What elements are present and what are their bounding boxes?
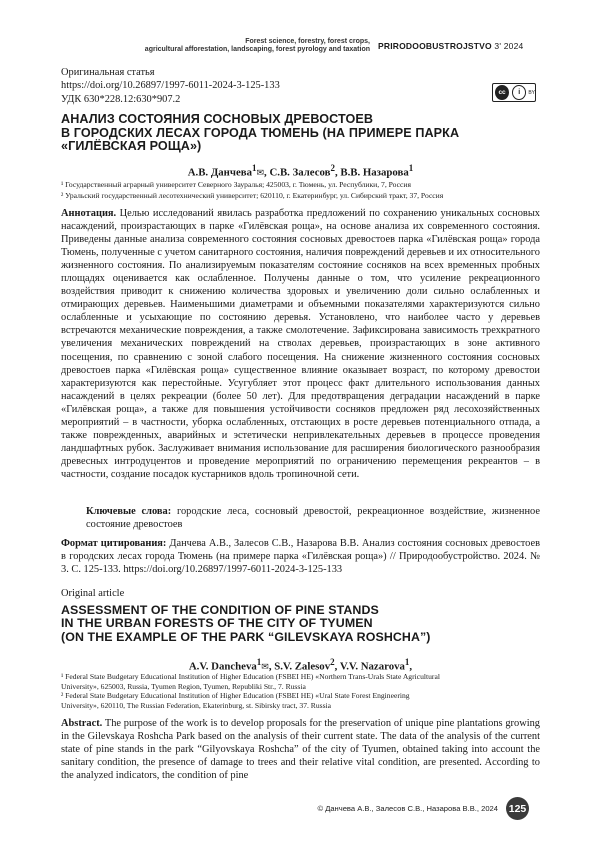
ru-affiliations	[61, 180, 541, 201]
title-line: IN THE URBAN FORESTS OF THE CITY OF TYUMEN	[61, 616, 373, 631]
en-affiliations	[61, 672, 541, 710]
title-line: ASSESSMENT OF THE CONDITION OF PINE STANDS	[61, 603, 379, 617]
running-header-section	[70, 38, 370, 54]
copyright: © Данчева А.В., Залесов С.В., Назарова В.В., 2024	[317, 804, 498, 813]
cc-icon: cc	[495, 85, 509, 100]
author-name: , С.В. Залесов	[264, 166, 331, 179]
en-authors	[61, 657, 540, 673]
author-name: ,	[409, 660, 413, 673]
abstract-label: Abstract.	[61, 718, 103, 729]
envelope-icon[interactable]: ✉	[256, 167, 265, 178]
cc-by-license-icon[interactable]	[492, 83, 536, 102]
author-sup: 1	[256, 657, 262, 667]
running-header-journal	[378, 41, 523, 51]
author-name: , S.V. Zalesov	[268, 660, 331, 673]
affiliation: University», 620110, The Russian Federation, Ekaterinburg, st. Sibirsky tract, 37. Russia	[61, 700, 332, 710]
journal-issue: 3' 2024	[494, 41, 524, 51]
keywords-label: Ключевые слова:	[86, 506, 172, 517]
citation-text: Данчева А.В., Залесов С.В., Назарова В.В. Анализ состояния сосновых древостоев в городских лесах города Тюмень (на примере парка «Гилёвская роща») // Природообустройство. 2024. № 3. С. 125-133. https://doi.org/10.26897/1997-6011-2024-3-125-133	[61, 538, 540, 576]
abstract-label: Аннотация.	[61, 208, 117, 219]
affiliation: ¹ Государственный аграрный университет Северного Зауралья; 425003, г. Тюмень, ул. Республики, 7, Россия	[61, 180, 411, 189]
page-number-badge: 125	[506, 797, 529, 820]
ru-authors	[61, 163, 540, 179]
author-sup: 1	[404, 657, 410, 667]
doi-link[interactable]: https://doi.org/10.26897/1997-6011-2024-3-125-133	[61, 80, 280, 92]
journal-name: PRIRODOOBUSTROJSTVO	[378, 41, 492, 51]
section-line: Forest science, forestry, forest crops,	[245, 38, 370, 45]
ru-abstract	[61, 207, 540, 481]
en-article-type: Original article	[61, 588, 125, 599]
affiliation: ¹ Federal State Budgetary Educational Institution of Higher Education (FSBEI HE) «Northern Trans-Urals State Agricultural	[61, 672, 440, 681]
ru-title	[61, 113, 541, 154]
author-sup: 1	[408, 163, 414, 173]
article-type: Оригинальная статья	[61, 67, 155, 78]
author-sup: 1	[252, 163, 257, 173]
en-abstract	[61, 717, 540, 782]
affiliation: University», 625003, Russia, Tyumen Region, Tyumen, Republiki Str., 7. Russia	[61, 681, 306, 691]
author-name: А.В. Данчева	[187, 166, 252, 179]
citation-label: Формат цитирования:	[61, 538, 167, 549]
section-line: agricultural afforestation, landscaping, forest pyrology and taxation	[144, 46, 370, 54]
author-name: A.V. Dancheva	[188, 660, 257, 673]
attribution-icon: i	[512, 85, 526, 100]
udc-code: УДК 630*228.12:630*907.2	[61, 93, 181, 105]
en-title	[61, 604, 541, 644]
affiliation: ² Federal State Budgetary Educational Institution of Higher Education (FSBEI HE) «Ural State Forest Engineering	[61, 691, 410, 701]
abstract-text: The purpose of the work is to develop proposals for the preservation of unique pine plantations growing in the Gilevskaya Roshcha Park based on the analysis of their current state. The data of the analysis of the current state of pine stands in the park “Gilyovskaya Roshcha” of the city of Tyumen, obtained taking into account the sanitary condition, the presence of damage to trees and their relative vital condition, are presented. According to the analyzed indicators, the condition of pine	[61, 718, 540, 782]
title-line: В ГОРОДСКИХ ЛЕСАХ ГОРОДА ТЮМЕНЬ (НА ПРИМЕРЕ ПАРКА	[61, 125, 460, 140]
citation	[61, 537, 540, 576]
author-sup: 2	[330, 657, 335, 667]
author-name: , V.V. Nazarova	[334, 660, 405, 673]
author-name: , В.В. Назарова	[334, 166, 409, 179]
envelope-icon[interactable]: ✉	[261, 661, 269, 672]
author-sup: 2	[330, 163, 335, 173]
ru-keywords	[86, 505, 540, 531]
title-line: АНАЛИЗ СОСТОЯНИЯ СОСНОВЫХ ДРЕВОСТОЕВ	[61, 112, 374, 126]
article-meta	[61, 66, 280, 106]
license-label: BY	[528, 89, 535, 96]
title-line: «ГИЛЁВСКАЯ РОЩА»)	[61, 139, 202, 154]
keywords-text: городские леса, сосновый древостой, рекреационное воздействие, жизненное состояние древостоев	[86, 506, 540, 531]
title-line: (ON THE EXAMPLE OF THE PARK “GILEVSKAYA ROSHCHA”)	[61, 629, 431, 644]
affiliation: ² Уральский государственный лесотехнический университет; 620110, г. Екатеринбург, ул. Сибирский тракт, 37, Россия	[61, 190, 444, 200]
abstract-text: Целью исследований явилась разработка предложений по сохранению уникальных сосновых насаждений, произрастающих в парке «Гилёвская роща», на основе анализа их современного состояния. Приведены данные анализа современного состояния сосновых древостоев парка «Гилёвская роща» города Тюмень, полученные с учетом санитарного состояния, наличия повреждений деревьев и их относительного жизненного состояния. По анализируемым показателям состояние сосняков на всех временных пробных площадях оценивается как ослабленное. Получены данные о том, что усиление рекреационного воздействия приводит к снижению количества здоровых и увеличению доли сильно ослабленных и отмирающих деревьев. Наименьшими диаметрами и объемными показателями характеризуются сильно ослабленные и усыхающие по состоянию деревья. Установлено, что наиболее часто у деревьев встречаются механические повреждения, а также смолотечение. Зафиксирована зависимость трехкратного увеличения механических повреждений на стволах деревьев, произрастающих в зоне активного посещения, по сравнению с зоной слабого посещения. На снижение жизненного состояния сосновых древостоев парка «Гилёвская роща» существенное влияние оказывает возраст, по которому древостои характеризуются как перестойные. Усугубляет этот процесс факт длительного использования данных насаждений в целях рекреации (более 50 лет). Для предотвращения деградации насаждений в парке «Гилёвская роща», а также для повышения устойчивости сосняков предложен ряд лесохозяйственных мероприятий – в частности, уборка ослабленных, отстающих в росте деревьев потенциального отпада, а также поврежденных, аварийных и эстетически непривлекательных деревьев в процессе проведения ландшафтных рубок. Заслуживает внимания использование для расширения биологического разнообразия древесных интродуцентов и проведение мероприятий по ограничению перемещения рекреантов – в частности, создание посадок кустарников вдоль тропиночной сети.	[61, 208, 540, 480]
